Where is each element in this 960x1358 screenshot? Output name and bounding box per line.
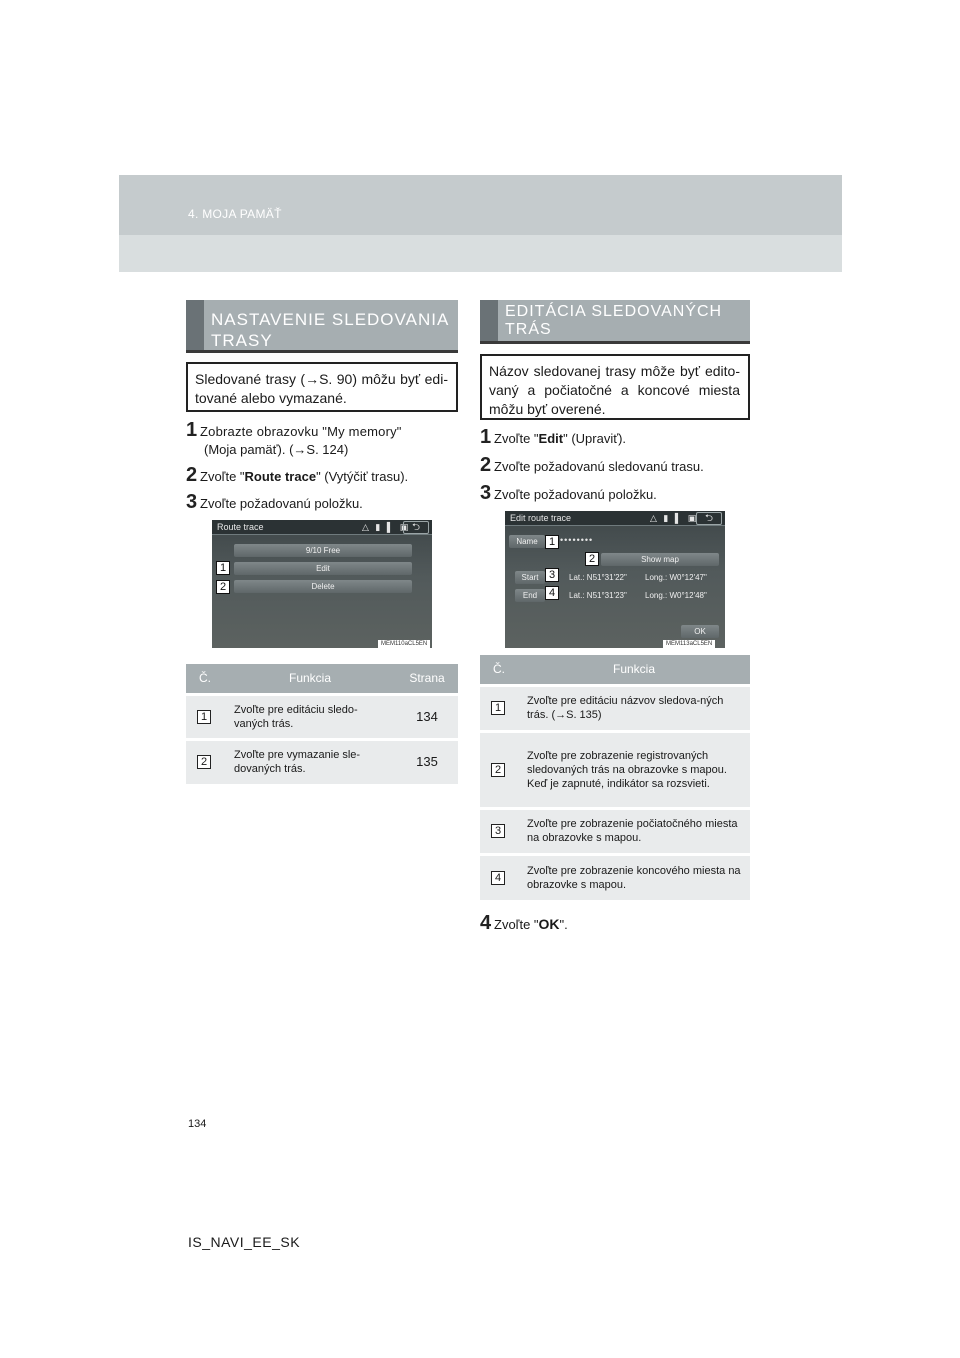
header-subband bbox=[119, 235, 842, 272]
image-code: MEM110aCL5EN bbox=[378, 640, 430, 648]
callout-1: 1 bbox=[545, 535, 559, 549]
right-step-1 bbox=[480, 428, 750, 448]
col-header-page: Strana bbox=[396, 664, 458, 694]
screen-title: Route trace bbox=[217, 522, 264, 532]
col-header-num: Č. bbox=[186, 664, 224, 694]
row-number: 1 bbox=[491, 701, 505, 715]
row-function: Zvoľte pre zobrazenie koncového miesta na obrazovke s mapou. bbox=[518, 854, 750, 900]
row-function: Zvoľte pre zobrazenie registrovaných sledovaných trás na obrazovke s mapou. Keď je zapnuté, indikátor sa rozsvieti. bbox=[518, 731, 750, 808]
step-text: Zvoľte požadovanú položku. bbox=[200, 496, 363, 511]
step-text-post: " (Upraviť). bbox=[563, 431, 627, 446]
callout-4: 4 bbox=[545, 586, 559, 600]
right-step-2 bbox=[480, 456, 750, 476]
callout-3: 3 bbox=[545, 568, 559, 582]
status-icons: △ ▮ ▌ ▣ bbox=[650, 513, 699, 523]
table-row bbox=[186, 694, 458, 739]
left-section-rule bbox=[186, 350, 458, 353]
edit-button[interactable]: Edit bbox=[234, 562, 412, 575]
step-number: 3 bbox=[480, 482, 492, 504]
step-text-cont: (Moja pamäť). (→S. 124) bbox=[204, 442, 349, 457]
step-text-pre: Zvoľte " bbox=[494, 431, 539, 446]
back-icon[interactable]: ⮌ bbox=[403, 521, 429, 534]
right-function-table bbox=[480, 655, 750, 900]
table-row bbox=[480, 808, 750, 854]
left-section-title-text: NASTAVENIE SLEDOVANIA TRASY bbox=[211, 310, 449, 350]
table-row bbox=[480, 731, 750, 808]
step-text-bold: OK bbox=[538, 916, 560, 932]
right-step-4 bbox=[480, 914, 750, 934]
step-text-post: ". bbox=[559, 917, 568, 932]
show-map-button[interactable]: Show map bbox=[601, 553, 719, 566]
row-page: 134 bbox=[396, 694, 458, 739]
section-header: 4. MOJA PAMÄŤ bbox=[188, 207, 282, 221]
table-row bbox=[480, 685, 750, 731]
row-number: 2 bbox=[491, 763, 505, 777]
free-count-button[interactable]: 9/10 Free bbox=[234, 544, 412, 557]
row-function: Zvoľte pre vymazanie sle-dovaných trás. bbox=[224, 739, 396, 784]
left-intro-box: Sledované trasy (→S. 90) môžu byť edi-tované alebo vymazané. bbox=[186, 362, 458, 412]
step-text-pre: Zvoľte " bbox=[200, 469, 245, 484]
start-lat: Lat.: N51°31'22" bbox=[569, 573, 627, 582]
left-section-title bbox=[186, 300, 458, 350]
step-text: Zobrazte obrazovku "My memory" bbox=[200, 424, 402, 439]
status-icons: △ ▮ ▌ ▣ bbox=[362, 522, 411, 532]
left-step-3 bbox=[186, 493, 458, 513]
name-button[interactable]: Name bbox=[509, 535, 545, 548]
end-lat: Lat.: N51°31'23" bbox=[569, 591, 627, 600]
step-text-bold: Route trace bbox=[244, 469, 317, 484]
col-header-func: Funkcia bbox=[224, 664, 396, 694]
start-long: Long.: W0°12'47" bbox=[645, 573, 707, 582]
row-number: 1 bbox=[197, 710, 211, 724]
step-text-bold: Edit bbox=[538, 431, 564, 446]
row-function: Zvoľte pre editáciu názvov sledova-ných trás. (→S. 135) bbox=[518, 685, 750, 731]
start-button[interactable]: Start bbox=[515, 571, 545, 584]
end-long: Long.: W0°12'48" bbox=[645, 591, 707, 600]
header-band bbox=[119, 175, 842, 235]
document-code: IS_NAVI_EE_SK bbox=[188, 1234, 301, 1250]
right-section-rule bbox=[480, 341, 750, 344]
screen-title: Edit route trace bbox=[510, 513, 572, 523]
route-trace-screen bbox=[212, 520, 432, 648]
step-number: 1 bbox=[186, 419, 198, 441]
right-section-title-text: EDITÁCIA SLEDOVANÝCH TRÁS bbox=[505, 303, 723, 338]
step-text-post: " (Vytýčiť trasu). bbox=[316, 469, 409, 484]
row-number: 2 bbox=[197, 755, 211, 769]
table-row bbox=[480, 854, 750, 900]
row-number: 3 bbox=[491, 824, 505, 838]
step-number: 2 bbox=[186, 464, 198, 486]
callout-2: 2 bbox=[585, 552, 599, 566]
ok-button[interactable]: OK bbox=[681, 625, 719, 638]
left-step-1 bbox=[186, 421, 458, 459]
callout-1: 1 bbox=[216, 561, 230, 575]
row-number: 4 bbox=[491, 871, 505, 885]
step-number: 1 bbox=[480, 426, 492, 448]
right-intro-box: Názov sledovanej trasy môže byť edito-vaný a počiatočné a koncové miesta môžu byť overené. bbox=[480, 354, 750, 420]
step-text: Zvoľte požadovanú položku. bbox=[494, 487, 657, 502]
callout-2: 2 bbox=[216, 580, 230, 594]
col-header-num: Č. bbox=[480, 655, 518, 685]
row-function: Zvoľte pre zobrazenie počiatočného miesta na obrazovke s mapou. bbox=[518, 808, 750, 854]
right-step-3 bbox=[480, 484, 750, 504]
step-text: Zvoľte požadovanú sledovanú trasu. bbox=[494, 459, 704, 474]
step-number: 4 bbox=[480, 912, 492, 934]
right-section-title bbox=[480, 300, 750, 341]
edit-route-trace-screen bbox=[505, 511, 725, 648]
delete-button[interactable]: Delete bbox=[234, 580, 412, 593]
row-page: 135 bbox=[396, 739, 458, 784]
col-header-func: Funkcia bbox=[518, 655, 750, 685]
row-function: Zvoľte pre editáciu sledo-vaných trás. bbox=[224, 694, 396, 739]
image-code: MEM113aCL5EN bbox=[663, 640, 715, 648]
name-value: •••••••• bbox=[560, 535, 594, 545]
table-row bbox=[186, 739, 458, 784]
end-button[interactable]: End bbox=[515, 589, 545, 602]
left-step-2 bbox=[186, 466, 458, 486]
page-number: 134 bbox=[188, 1118, 207, 1130]
step-number: 3 bbox=[186, 491, 198, 513]
left-function-table bbox=[186, 664, 458, 784]
back-icon[interactable]: ⮌ bbox=[696, 512, 722, 525]
step-number: 2 bbox=[480, 454, 492, 476]
step-text-pre: Zvoľte " bbox=[494, 917, 539, 932]
